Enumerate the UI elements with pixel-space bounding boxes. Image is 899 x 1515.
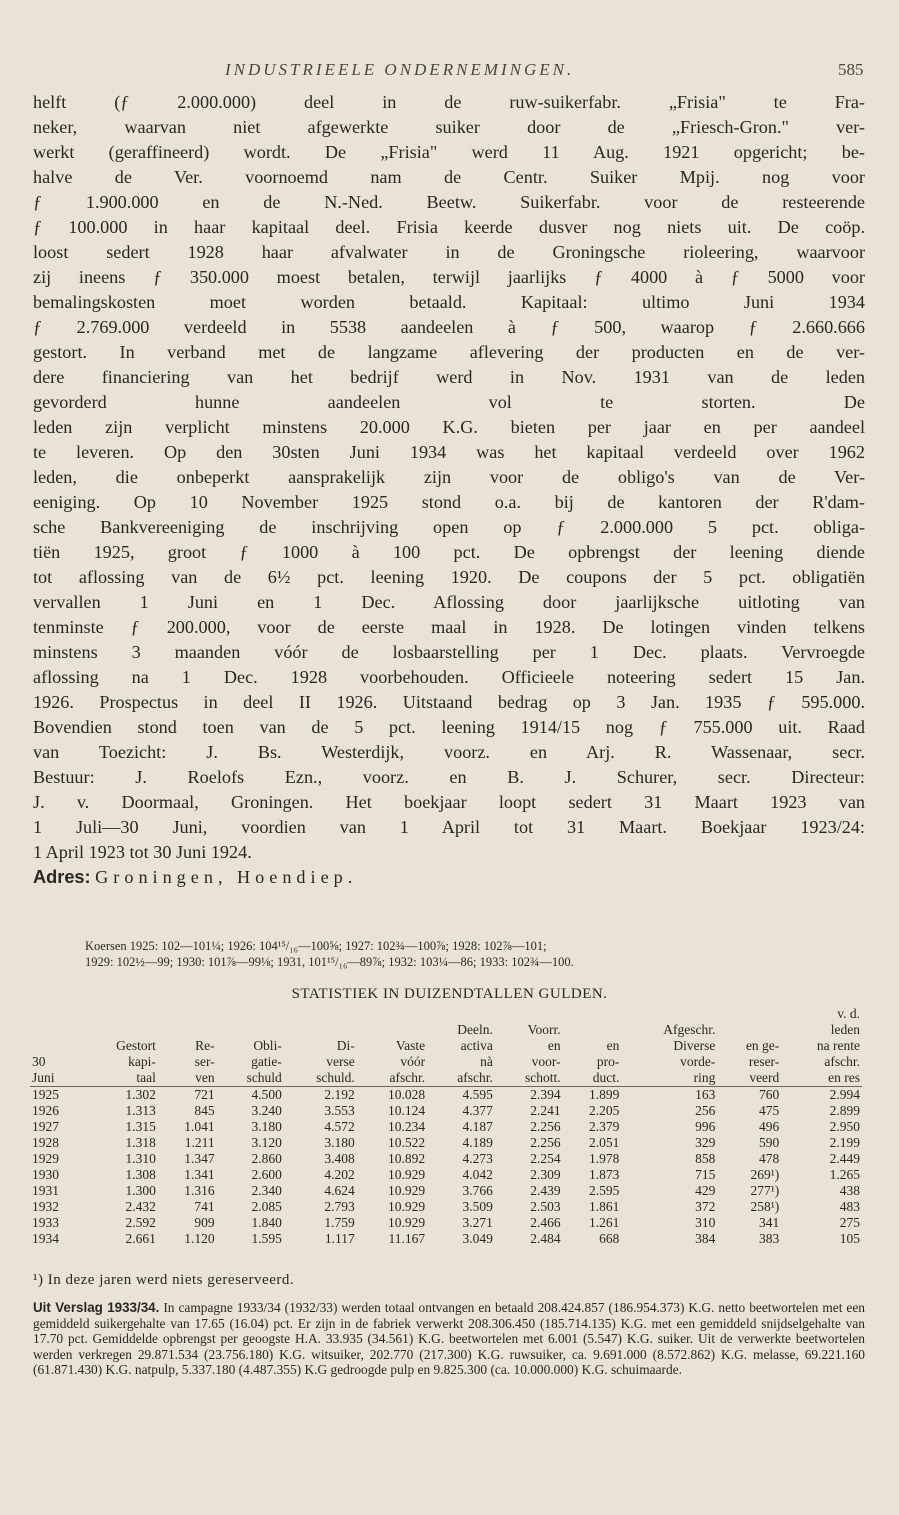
value-cell: 2.994 <box>829 1087 860 1102</box>
header-cell <box>217 1006 284 1022</box>
header-cell: schott. <box>495 1070 563 1087</box>
value-cell: 1.261 <box>589 1215 620 1230</box>
statistics-table <box>30 1006 862 1247</box>
text-line: te leveren. Op den 30sten Juni 1934 was het kapitaal verdeeld over 1962 <box>33 442 865 462</box>
header-cell: en ge- <box>745 1038 780 1053</box>
header-cell <box>357 1006 427 1022</box>
header-cell <box>83 1006 158 1022</box>
value-cell: 3.766 <box>462 1183 493 1198</box>
value-cell: 909 <box>194 1215 215 1230</box>
header-cell <box>158 1022 217 1038</box>
header-cell <box>717 1022 781 1038</box>
header-cell: Voorr. <box>527 1022 561 1037</box>
value-cell: 1.117 <box>324 1231 355 1246</box>
value-cell: 438 <box>839 1183 860 1198</box>
header-cell: 30 <box>32 1054 46 1069</box>
header-cell: voor- <box>531 1054 561 1069</box>
value-cell: 3.240 <box>251 1103 282 1118</box>
value-cell: 10.522 <box>387 1135 426 1150</box>
header-cell: nà <box>480 1054 493 1069</box>
statistics-table-header <box>30 1006 862 1087</box>
text-line: tot aflossing van de 6½ pct. leening 1920. De coupons der 5 pct. obligatiën <box>33 567 865 587</box>
value-cell: 2.379 <box>589 1119 620 1134</box>
value-cell: 2.199 <box>829 1135 860 1150</box>
value-cell: 2.051 <box>589 1135 620 1150</box>
value-cell: 1.308 <box>125 1167 156 1182</box>
main-text <box>33 90 865 890</box>
address-value: Groningen, Hoendiep. <box>95 867 358 887</box>
value-cell: 1.861 <box>589 1199 620 1214</box>
running-title: INDUSTRIEELE ONDERNEMINGEN. <box>225 60 575 79</box>
year-cell: 1927 <box>32 1119 59 1134</box>
statistics-table-body <box>30 1087 862 1248</box>
header-cell <box>357 1022 427 1038</box>
page-header <box>0 52 899 82</box>
value-cell: 258¹) <box>750 1199 780 1214</box>
value-cell: 10.929 <box>387 1183 426 1198</box>
value-cell: 1.310 <box>125 1151 156 1166</box>
address-label: Adres: <box>33 867 91 887</box>
text-line: ƒ 100.000 in haar kapitaal deel. Frisia keerde dusver nog niets uit. De coöp. <box>33 217 865 237</box>
value-cell: 590 <box>759 1135 780 1150</box>
value-cell: 2.899 <box>829 1103 860 1118</box>
value-cell: 4.624 <box>324 1183 355 1198</box>
value-cell: 2.484 <box>530 1231 561 1246</box>
table-row <box>30 1215 862 1231</box>
year-cell: 1932 <box>32 1199 59 1214</box>
value-cell: 1.873 <box>589 1167 620 1182</box>
header-cell: vóór <box>400 1054 426 1069</box>
header-cell: Gestort <box>116 1038 156 1053</box>
value-cell: 10.929 <box>387 1215 426 1230</box>
value-cell: 2.394 <box>530 1087 561 1102</box>
table-row <box>30 1119 862 1135</box>
text-line: ƒ 1.900.000 en de N.-Ned. Beetw. Suikerfabr. voor de resteerende <box>33 192 865 212</box>
table-row <box>30 1183 862 1199</box>
text-line: gestort. In verband met de langzame aflevering der producten en de ver- <box>33 342 865 362</box>
text-line: leden, die onbeperkt aansprakelijk zijn voor de obligo's van de Ver- <box>33 467 865 487</box>
value-cell: 2.256 <box>530 1119 561 1134</box>
value-cell: 105 <box>839 1231 860 1246</box>
header-cell: na rente <box>816 1038 860 1053</box>
value-cell: 845 <box>194 1103 215 1118</box>
table-footnote: ¹) In deze jaren werd niets gereserveerd. <box>33 1272 295 1288</box>
value-cell: 10.929 <box>387 1199 426 1214</box>
table-row <box>30 1231 862 1247</box>
header-cell <box>563 1006 622 1022</box>
value-cell: 2.432 <box>125 1199 156 1214</box>
value-cell: 3.180 <box>251 1119 282 1134</box>
header-cell: afschr. <box>357 1070 427 1087</box>
value-cell: 858 <box>695 1151 716 1166</box>
header-cell: Obli- <box>253 1038 282 1053</box>
header-cell: leden <box>830 1022 860 1037</box>
value-cell: 3.271 <box>462 1215 493 1230</box>
value-cell: 1.315 <box>125 1119 156 1134</box>
header-cell: Juni <box>30 1070 83 1087</box>
value-cell: 4.187 <box>462 1119 493 1134</box>
text-line: tiën 1925, groot ƒ 1000 à 100 pct. De opbrengst der leening diende <box>33 542 865 562</box>
value-cell: 1.316 <box>184 1183 215 1198</box>
value-cell: 10.892 <box>387 1151 426 1166</box>
header-cell: ven <box>158 1070 217 1087</box>
value-cell: 2.439 <box>530 1183 561 1198</box>
year-cell: 1926 <box>32 1103 59 1118</box>
value-cell: 10.124 <box>387 1103 426 1118</box>
year-cell: 1929 <box>32 1151 59 1166</box>
value-cell: 1.347 <box>184 1151 215 1166</box>
value-cell: 2.466 <box>530 1215 561 1230</box>
value-cell: 2.503 <box>530 1199 561 1214</box>
value-cell: 2.192 <box>324 1087 355 1102</box>
value-cell: 475 <box>759 1103 780 1118</box>
value-cell: 1.120 <box>184 1231 215 1246</box>
header-cell: Re- <box>195 1038 215 1053</box>
value-cell: 2.205 <box>589 1103 620 1118</box>
header-cell: veerd <box>717 1070 781 1087</box>
header-row <box>30 1038 862 1054</box>
value-cell: 329 <box>695 1135 716 1150</box>
table-row <box>30 1151 862 1167</box>
value-cell: 1.302 <box>125 1087 156 1102</box>
value-cell: 2.309 <box>530 1167 561 1182</box>
value-cell: 4.500 <box>251 1087 282 1102</box>
header-cell <box>284 1006 357 1022</box>
header-cell <box>427 1006 495 1022</box>
text-line: gevorderd hunne aandeelen vol te storten. De <box>33 392 865 412</box>
value-cell: 1.899 <box>589 1087 620 1102</box>
value-cell: 1.759 <box>324 1215 355 1230</box>
header-cell: v. d. <box>837 1006 860 1021</box>
value-cell: 2.085 <box>251 1199 282 1214</box>
value-cell: 1.341 <box>184 1167 215 1182</box>
paragraph <box>33 90 865 865</box>
price-quotes-line: 1929: 102½—99; 1930: 101⅞—99⅛; 1931, 101¹⁵/₁₆—89⅞; 1932: 103¼—86; 1933: 102¾—100. <box>85 955 574 969</box>
value-cell: 2.256 <box>530 1135 561 1150</box>
value-cell: 2.254 <box>530 1151 561 1166</box>
header-cell: schuld <box>217 1070 284 1087</box>
text-line: 1926. Prospectus in deel II 1926. Uitstaand bedrag op 3 Jan. 1935 ƒ 595.000. <box>33 692 865 712</box>
value-cell: 383 <box>759 1231 780 1246</box>
header-cell: Afgeschr. <box>663 1022 716 1037</box>
value-cell: 4.273 <box>462 1151 493 1166</box>
text-line: helft (ƒ 2.000.000) deel in de ruw-suikerfabr. „Frisia" te Fra- <box>33 92 865 112</box>
value-cell: 3.509 <box>462 1199 493 1214</box>
header-cell: en <box>606 1038 620 1053</box>
value-cell: 1.211 <box>184 1135 215 1150</box>
header-cell: Vaste <box>395 1038 426 1053</box>
value-cell: 10.234 <box>387 1119 426 1134</box>
table-row <box>30 1103 862 1119</box>
statistics-title: STATISTIEK IN DUIZENDTALLEN GULDEN. <box>291 986 608 1002</box>
value-cell: 1.265 <box>829 1167 860 1182</box>
text-line: 1 April 1923 tot 30 Juni 1924. <box>33 842 252 862</box>
header-cell <box>717 1006 781 1022</box>
value-cell: 4.572 <box>324 1119 355 1134</box>
value-cell: 721 <box>194 1087 215 1102</box>
text-line: 1 Juli—30 Juni, voordien van 1 April tot 31 Maart. Boekjaar 1923/24: <box>33 817 865 837</box>
text-line: zij ineens ƒ 350.000 moest betalen, terwijl jaarlijks ƒ 4000 à ƒ 5000 voor <box>33 267 865 287</box>
header-cell: Diverse <box>673 1038 716 1053</box>
text-line: bemalingskosten moet worden betaald. Kapitaal: ultimo Juni 1934 <box>33 292 865 312</box>
header-cell: pro- <box>596 1054 620 1069</box>
header-cell <box>621 1006 717 1022</box>
value-cell: 4.042 <box>462 1167 493 1182</box>
year-cell: 1930 <box>32 1167 59 1182</box>
value-cell: 483 <box>839 1199 860 1214</box>
value-cell: 3.553 <box>324 1103 355 1118</box>
value-cell: 2.661 <box>125 1231 156 1246</box>
table-row <box>30 1199 862 1215</box>
text-line: sche Bankvereeniging de inschrijving open op ƒ 2.000.000 5 pct. obliga- <box>33 517 865 537</box>
header-cell: Deeln. <box>457 1022 493 1037</box>
value-cell: 1.041 <box>184 1119 215 1134</box>
value-cell: 429 <box>695 1183 716 1198</box>
value-cell: 4.377 <box>462 1103 493 1118</box>
header-cell: vorde- <box>680 1054 716 1069</box>
report-paragraph <box>33 1300 865 1378</box>
value-cell: 996 <box>695 1119 716 1134</box>
value-cell: 4.595 <box>462 1087 493 1102</box>
header-cell: kapi- <box>128 1054 156 1069</box>
header-cell: ser- <box>194 1054 215 1069</box>
address-line <box>33 865 865 890</box>
text-line: werkt (geraffineerd) wordt. De „Frisia" werd 11 Aug. 1921 opgericht; be- <box>33 142 865 162</box>
header-cell <box>217 1022 284 1038</box>
table-row <box>30 1167 862 1183</box>
header-cell: afschr. <box>824 1054 860 1069</box>
text-line: J. v. Doormaal, Groningen. Het boekjaar loopt sedert 31 Maart 1923 van <box>33 792 865 812</box>
value-cell: 269¹) <box>750 1167 780 1182</box>
text-line: tenminste ƒ 200.000, voor de eerste maal in 1928. De lotingen vinden telkens <box>33 617 865 637</box>
table-row <box>30 1135 862 1151</box>
header-cell: gatie- <box>251 1054 282 1069</box>
value-cell: 256 <box>695 1103 716 1118</box>
value-cell: 2.449 <box>829 1151 860 1166</box>
header-cell: schuld. <box>284 1070 357 1087</box>
value-cell: 2.241 <box>530 1103 561 1118</box>
header-cell: duct. <box>563 1070 622 1087</box>
header-cell: en res <box>781 1070 862 1087</box>
value-cell: 277¹) <box>750 1183 780 1198</box>
header-cell: taal <box>83 1070 158 1087</box>
value-cell: 2.340 <box>251 1183 282 1198</box>
text-line: minstens 3 maanden vóór de losbaarstelling per 1 Dec. plaats. Vervroegde <box>33 642 865 662</box>
table-row <box>30 1087 862 1104</box>
header-cell <box>30 1038 83 1054</box>
page-number: 585 <box>838 60 864 79</box>
header-row <box>30 1022 862 1038</box>
text-line: neker, waarvan niet afgewerkte suiker door de „Friesch-Gron." ver- <box>33 117 865 137</box>
value-cell: 341 <box>759 1215 780 1230</box>
value-cell: 1.313 <box>125 1103 156 1118</box>
value-cell: 10.929 <box>387 1167 426 1182</box>
value-cell: 11.167 <box>388 1231 426 1246</box>
year-cell: 1928 <box>32 1135 59 1150</box>
header-row <box>30 1006 862 1022</box>
text-line: halve de Ver. voornoemd nam de Centr. Suiker Mpij. nog voor <box>33 167 865 187</box>
header-cell <box>284 1022 357 1038</box>
value-cell: 496 <box>759 1119 780 1134</box>
value-cell: 2.860 <box>251 1151 282 1166</box>
text-line: vervallen 1 Juni en 1 Dec. Aflossing door jaarlijksche uitloting van <box>33 592 865 612</box>
value-cell: 3.120 <box>251 1135 282 1150</box>
text-line: Bestuur: J. Roelofs Ezn., voorz. en B. J. Schurer, secr. Directeur: <box>33 767 865 787</box>
text-line: loost sedert 1928 haar afvalwater in de Groningsche rioleering, waarvoor <box>33 242 865 262</box>
text-line: leden zijn verplicht minstens 20.000 K.G. bieten per jaar en per aandeel <box>33 417 865 437</box>
header-row <box>30 1070 862 1087</box>
value-cell: 3.049 <box>462 1231 493 1246</box>
value-cell: 1.840 <box>251 1215 282 1230</box>
value-cell: 1.978 <box>589 1151 620 1166</box>
value-cell: 2.595 <box>589 1183 620 1198</box>
text-line: eeniging. Op 10 November 1925 stond o.a. bij de kantoren der R'dam- <box>33 492 865 512</box>
value-cell: 4.189 <box>462 1135 493 1150</box>
year-cell: 1925 <box>32 1087 59 1102</box>
header-cell: reser- <box>748 1054 780 1069</box>
text-line: dere financiering van het bedrijf werd in Nov. 1931 van de leden <box>33 367 865 387</box>
report-label: Uit Verslag 1933/34. <box>33 1300 160 1315</box>
header-cell: en <box>547 1038 561 1053</box>
value-cell: 3.408 <box>324 1151 355 1166</box>
value-cell: 3.180 <box>324 1135 355 1150</box>
header-cell <box>158 1006 217 1022</box>
value-cell: 372 <box>695 1199 716 1214</box>
header-cell <box>495 1006 563 1022</box>
value-cell: 10.028 <box>387 1087 426 1102</box>
value-cell: 384 <box>695 1231 716 1246</box>
value-cell: 2.600 <box>251 1167 282 1182</box>
value-cell: 2.950 <box>829 1119 860 1134</box>
value-cell: 163 <box>695 1087 716 1102</box>
header-cell: verse <box>326 1054 355 1069</box>
text-line: ƒ 2.769.000 verdeeld in 5538 aandeelen à ƒ 500, waarop ƒ 2.660.666 <box>33 317 865 337</box>
value-cell: 1.300 <box>125 1183 156 1198</box>
text-line: Bovendien stond toen van de 5 pct. leening 1914/15 nog ƒ 755.000 uit. Raad <box>33 717 865 737</box>
year-cell: 1934 <box>32 1231 59 1246</box>
price-quotes <box>85 938 805 970</box>
value-cell: 2.793 <box>324 1199 355 1214</box>
header-cell <box>30 1022 83 1038</box>
header-row <box>30 1054 862 1070</box>
value-cell: 760 <box>759 1087 780 1102</box>
value-cell: 4.202 <box>324 1167 355 1182</box>
value-cell: 1.595 <box>251 1231 282 1246</box>
value-cell: 310 <box>695 1215 716 1230</box>
text-line: van Toezicht: J. Bs. Westerdijk, voorz. en Arj. R. Wassenaar, secr. <box>33 742 865 762</box>
year-cell: 1933 <box>32 1215 59 1230</box>
header-cell: Di- <box>336 1038 355 1053</box>
value-cell: 275 <box>839 1215 860 1230</box>
header-cell: ring <box>621 1070 717 1087</box>
value-cell: 1.318 <box>125 1135 156 1150</box>
value-cell: 668 <box>599 1231 620 1246</box>
text-line: aflossing na 1 Dec. 1928 voorbehouden. Officieele noteering sedert 15 Jan. <box>33 667 865 687</box>
value-cell: 741 <box>194 1199 215 1214</box>
year-cell: 1931 <box>32 1183 59 1198</box>
header-cell <box>30 1006 83 1022</box>
header-cell <box>563 1022 622 1038</box>
header-cell: afschr. <box>427 1070 495 1087</box>
value-cell: 715 <box>695 1167 716 1182</box>
price-quotes-line: Koersen 1925: 102—101¼; 1926: 104¹⁵/₁₆—100⅝; 1927: 102¾—100⅞; 1928: 102⅞—101; <box>85 939 547 953</box>
header-cell: activa <box>460 1038 493 1053</box>
value-cell: 2.592 <box>125 1215 156 1230</box>
value-cell: 478 <box>759 1151 780 1166</box>
report-text: In campagne 1933/34 (1932/33) werden totaal ontvangen en betaald 208.424.857 (186.954.373) K.G. netto beetwortelen met een gemiddeld suikergehalte van 17.65 (16.04) pct. Er zijn in de fabriek verwerkt 208.306.450 (185.714.135) K.G. met een gemiddeld snijdselgehalte van 17.70 pct. Gemiddelde opbrengst per geoogste H.A. 33.935 (34.561) K.G. beetwortelen met 6.001 (5.547) K.G. suiker. Uit de verwerkte beetwortelen werden verkregen 29.871.534 (23.756.180) K.G. witsuiker, 202.770 (217.300) K.G. ruwsuiker, ca. 9.691.000 (8.572.862) K.G. melasse, 69.221.160 (61.871.430) K.G. natpulp, 5.337.180 (4.487.355) K.G gedroogde pulp en 9.825.300 (ca. 10.000.000) K.G. schuimaarde. <box>33 1300 865 1378</box>
header-cell <box>83 1022 158 1038</box>
